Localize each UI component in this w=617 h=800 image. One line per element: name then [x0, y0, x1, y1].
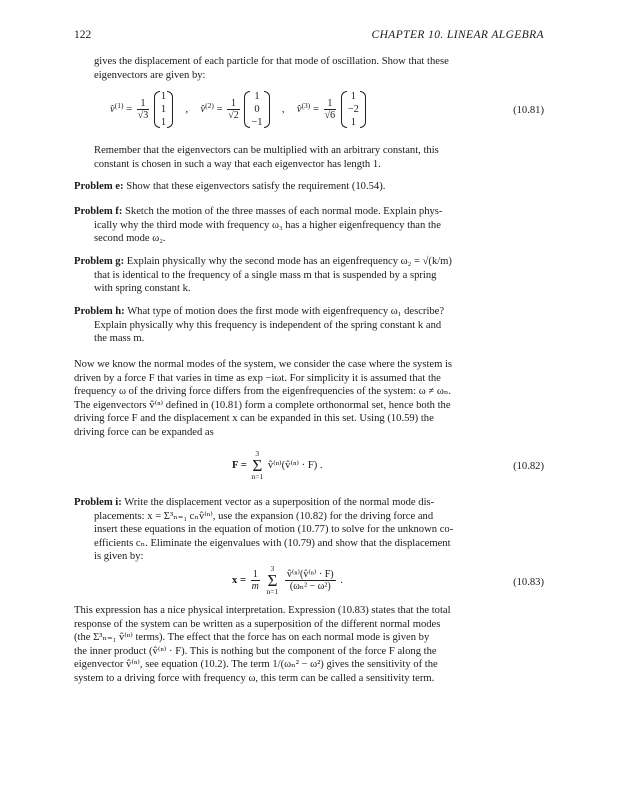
problem-f [74, 205, 544, 246]
text-line: The eigenvectors v̂⁽ⁿ⁾ defined in (10.81) form a complete orthonormal set, hence both the [74, 399, 451, 411]
text-line: Write the displacement vector as a superposition of the normal mode dis- [124, 497, 435, 508]
equation-number: (10.81) [513, 105, 544, 116]
text-line: with spring constant k. [94, 283, 191, 295]
text-line: What type of motion does the first mode with eigenfrequency ω₁ describe? [127, 306, 445, 317]
closing-paragraph [74, 604, 544, 686]
text-line: Show that these eigenvectors satisfy the requirement (10.54). [126, 181, 386, 192]
eigenvector-3: v̂$^{(3)}$ = $\frac{1}{√6}$ 1 −2 1 [297, 104, 366, 115]
text-line: frequency ω of the driving force differs from the eigenfrequencies of the system: ω ≠ ωₙ. [74, 386, 452, 398]
text-line: efficients cₙ. Eliminate the eigenvalues with (10.79) and show that the displacement [94, 537, 451, 549]
text-line: Explain physically why this frequency is independent of the spring constant k and [94, 319, 442, 331]
problem-h [74, 305, 544, 346]
text-line: eigenvector v̂⁽ⁿ⁾, see equation (10.2). The term 1/(ωₙ² − ω²) gives the sensitivity of the [74, 659, 438, 671]
equation-10-82: F = 3 Σ n=1 v̂⁽ⁿ⁾(v̂⁽ⁿ⁾ · F) . (10.82) [232, 449, 544, 481]
page-number: 122 [74, 29, 92, 41]
problem-g [74, 255, 544, 296]
text-line: Explain physically why the second mode has an eigenfrequency ω₂ = √(k/m) [126, 256, 452, 267]
text-line: is given by: [94, 551, 144, 563]
text-line: gives the displacement of each particle for that mode of oscillation. Show that these [94, 56, 449, 67]
text-line: (the Σ³ₙ₌₁ v̂⁽ⁿ⁾ terms). The effect that the force has on each normal mode is given by [74, 632, 430, 644]
column-vector: 1 0 −1 [244, 90, 269, 129]
equation-number: (10.82) [513, 461, 544, 472]
text-line: ically why the third mode with frequency ω₃ has a higher eigenfrequency than the [94, 219, 441, 231]
intro-paragraph [94, 55, 544, 82]
problem-i [74, 496, 544, 564]
column-vector: 1 1 1 [154, 90, 173, 129]
chapter-title: CHAPTER 10. LINEAR ALGEBRA [371, 29, 544, 41]
remark-paragraph [94, 144, 544, 171]
problem-label: Problem g: [74, 256, 125, 267]
text-line: eigenvectors are given by: [94, 69, 206, 81]
equation-10-81: v̂$^{(1)}$ = $\frac{1}{√3}$ 1 1 1 , v̂$^{(2)}$ = $\frac{1}{√2}$ 1 0 −1 , v̂$^{(3)}$ = $\frac{1}{√6}$ 1 −2 1 (10.81) [110, 91, 544, 128]
equation-10-83: x = $\frac{1}{m}$ 3 Σ n=1 $\frac{\text{v̂⁽ⁿ⁾(v̂⁽ⁿ⁾ · F)}}{\text{(ωₙ² − ω²)}}$ . (10.83) [232, 564, 544, 596]
column-vector: 1 −2 1 [341, 90, 366, 129]
summation-symbol: 3 Σ n=1 [266, 564, 279, 596]
text-line: the inner product (v̂⁽ⁿ⁾ · F). This is nothing but the component of the force F along the [74, 645, 437, 657]
eigenvector-2: v̂$^{(2)}$ = $\frac{1}{√2}$ 1 0 −1 [200, 104, 272, 115]
text-line: driven by a force F that varies in time as exp −iωt. For simplicity it is assumed that the [74, 372, 441, 384]
problem-label: Problem h: [74, 306, 125, 317]
problem-e [74, 180, 544, 194]
eigenvector-1: v̂$^{(1)}$ = $\frac{1}{√3}$ 1 1 1 [110, 104, 176, 115]
text-line: second mode ω₂. [94, 233, 166, 245]
text-line: Sketch the motion of the three masses of each normal mode. Explain phys- [125, 206, 443, 217]
running-header [74, 29, 544, 45]
summation-symbol: 3 Σ n=1 [251, 449, 264, 481]
text-line: the mass m. [94, 333, 145, 345]
text-line: system to a driving force with frequency ω, this term can be called a sensitivity term. [74, 672, 435, 684]
text-line: insert these equations in the equation of motion (10.77) to solve for the unknown co- [94, 524, 454, 536]
text-line: Now we know the normal modes of the system, we consider the case where the system is [74, 359, 453, 370]
normal-modes-paragraph [74, 358, 544, 440]
problem-label: Problem f: [74, 206, 123, 217]
problem-label: Problem e: [74, 181, 124, 192]
text-line: driving force F and the displacement x can be expanded in this set. Using (10.59) the [74, 413, 434, 425]
text-line: driving force can be expanded as [74, 426, 214, 438]
text-line: response of the system can be written as a superposition of the different normal modes [74, 618, 441, 630]
text-line: that is identical to the frequency of a single mass m that is suspended by a spring [94, 269, 437, 281]
text-line: placements: x = Σ³ₙ₌₁ cₙv̂⁽ⁿ⁾, use the expansion (10.82) for the driving force and [94, 510, 434, 522]
text-line: constant is chosen in such a way that each eigenvector has length 1. [94, 158, 381, 170]
text-line: This expression has a nice physical interpretation. Expression (10.83) states that the total [74, 605, 451, 616]
problem-label: Problem i: [74, 497, 122, 508]
text-line: Remember that the eigenvectors can be multiplied with an arbitrary constant, this [94, 145, 439, 156]
equation-number: (10.83) [513, 577, 544, 588]
